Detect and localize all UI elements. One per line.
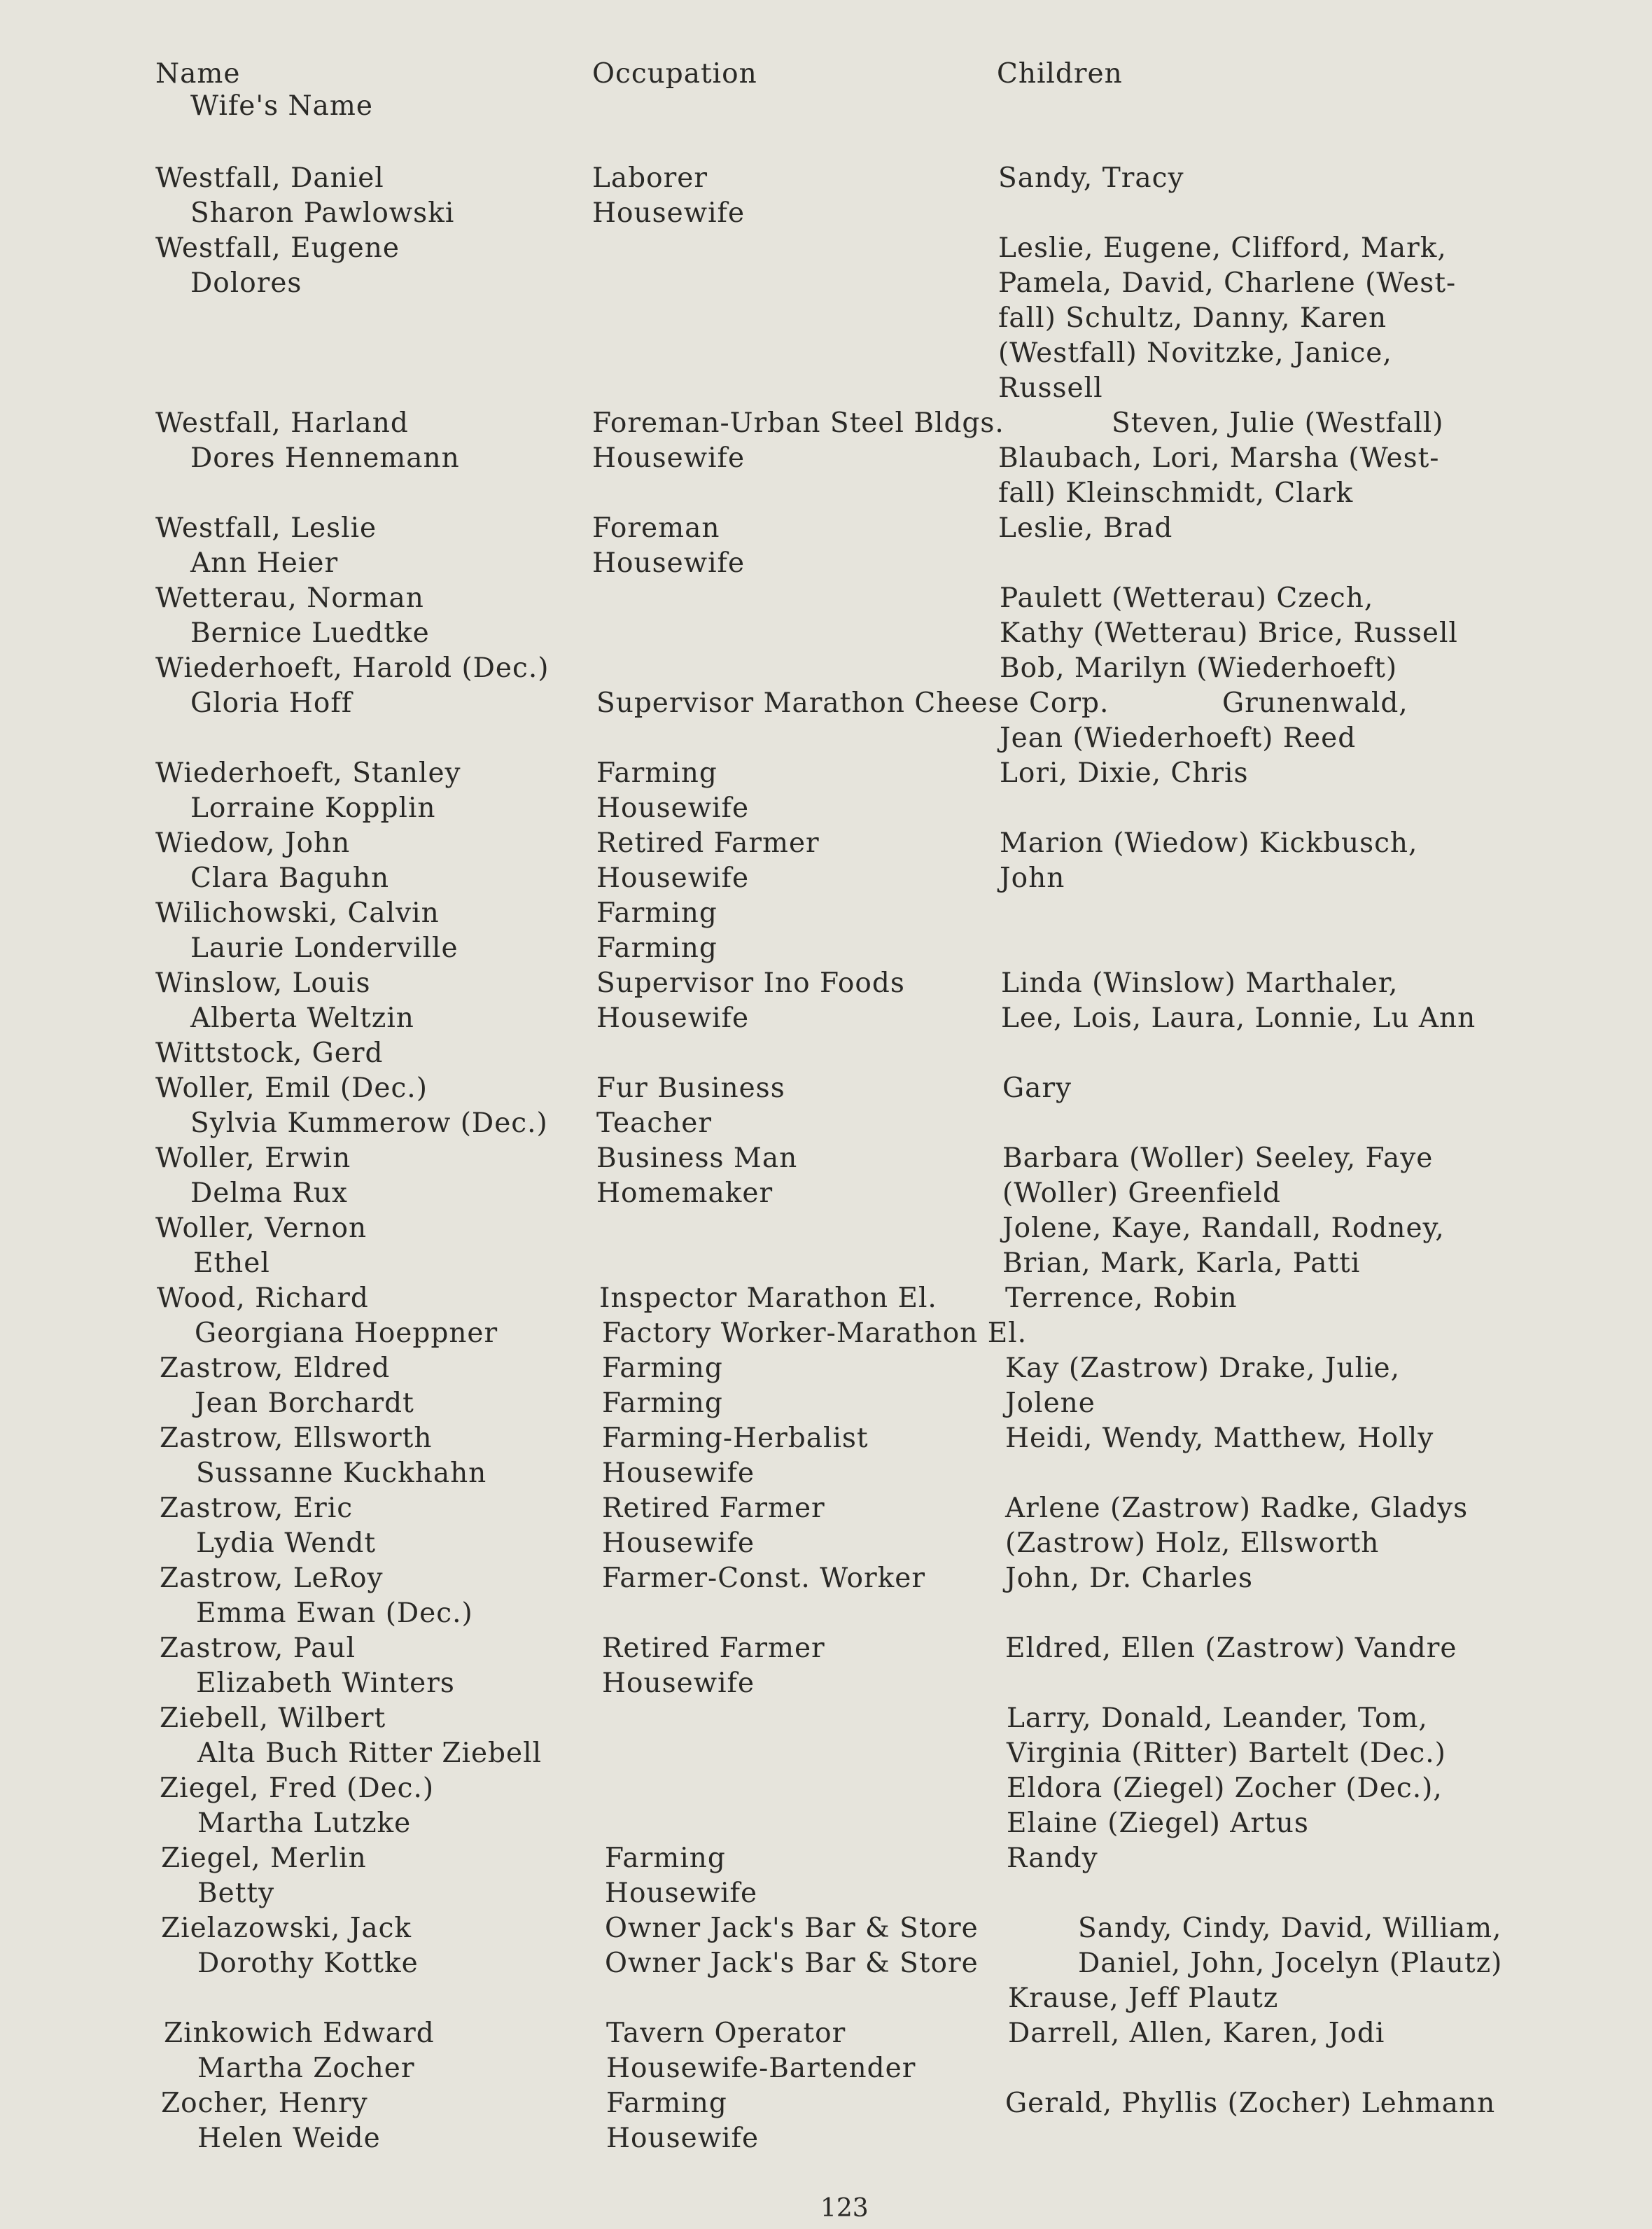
occupation-line: Farmer-Const. Worker <box>602 1563 926 1594</box>
children-line: Barbara (Woller) Seeley, Faye <box>1002 1143 1434 1174</box>
name-line: Zocher, Henry <box>161 2088 368 2119</box>
header-children: Children <box>997 58 1123 90</box>
name-line: Westfall, Harland <box>155 407 409 439</box>
occupation-line: Housewife <box>592 547 746 579</box>
name-line: Sharon Pawlowski <box>190 197 455 229</box>
children-line: Linda (Winslow) Marthaler, <box>1001 967 1399 999</box>
children-line: Gerald, Phyllis (Zocher) Lehmann <box>1005 2088 1496 2119</box>
occupation-line: Supervisor Ino Foods <box>596 967 905 999</box>
occupation-line: Tavern Operator <box>606 2018 846 2049</box>
occupation-line: Retired Farmer <box>596 827 820 859</box>
occupation-line: Housewife <box>592 197 746 229</box>
children-line: Heidi, Wendy, Matthew, Holly <box>1005 1423 1434 1454</box>
children-line: Jean (Wiederhoeft) Reed <box>1000 722 1357 754</box>
name-line: Ethel <box>193 1248 270 1279</box>
occupation-line: Fur Business <box>596 1072 785 1104</box>
children-line: Grunenwald, <box>1222 687 1408 719</box>
occupation-line: Business Man <box>596 1143 798 1174</box>
occupation-line: Housewife <box>602 1458 755 1489</box>
name-line: Betty <box>197 1878 275 1909</box>
name-line: Wood, Richard <box>157 1283 369 1314</box>
name-line: Zastrow, Paul <box>160 1633 356 1664</box>
children-line: Lori, Dixie, Chris <box>1000 757 1249 789</box>
page-number: 123 <box>820 2194 869 2223</box>
occupation-line: Inspector Marathon El. <box>599 1283 937 1314</box>
header-occupation: Occupation <box>592 58 757 90</box>
children-line: Eldred, Ellen (Zastrow) Vandre <box>1005 1633 1457 1664</box>
name-line: Woller, Emil (Dec.) <box>155 1072 428 1104</box>
name-line: Ann Heier <box>190 547 339 579</box>
name-line: Clara Baguhn <box>190 862 390 894</box>
children-line: Virginia (Ritter) Bartelt (Dec.) <box>1007 1738 1446 1769</box>
occupation-line: Teacher <box>596 1107 712 1139</box>
name-line: Dorothy Kottke <box>197 1948 419 1979</box>
name-line: Laurie Londerville <box>190 932 458 964</box>
occupation-line: Housewife <box>596 792 750 824</box>
name-line: Dolores <box>190 267 302 299</box>
name-line: Dores Hennemann <box>190 442 460 474</box>
occupation-line: Owner Jack's Bar & Store <box>605 1913 979 1944</box>
occupation-line: Homemaker <box>596 1178 774 1209</box>
name-line: Sylvia Kummerow (Dec.) <box>190 1107 548 1139</box>
name-line: Martha Zocher <box>197 2053 415 2084</box>
name-line: Winslow, Louis <box>155 967 371 999</box>
occupation-line: Retired Farmer <box>602 1633 825 1664</box>
children-line: (Woller) Greenfield <box>1002 1178 1281 1209</box>
children-line: Krause, Jeff Plautz <box>1008 1983 1279 2014</box>
children-line: Darrell, Allen, Karen, Jodi <box>1008 2018 1385 2049</box>
name-line: Ziegel, Fred (Dec.) <box>160 1773 435 1804</box>
name-line: Lydia Wendt <box>196 1528 377 1559</box>
children-line: Russell <box>998 372 1103 404</box>
children-line: Pamela, David, Charlene (West- <box>998 267 1457 299</box>
name-line: Alberta Weltzin <box>190 1002 414 1034</box>
children-line: Lee, Lois, Laura, Lonnie, Lu Ann <box>1001 1002 1476 1034</box>
occupation-line: Owner Jack's Bar & Store <box>605 1948 979 1979</box>
children-line: Leslie, Brad <box>998 512 1173 544</box>
name-line: Lorraine Kopplin <box>190 792 436 824</box>
name-line: Zastrow, Eldred <box>160 1353 391 1384</box>
occupation-line: Factory Worker-Marathon El. <box>602 1318 1028 1349</box>
name-line: Gloria Hoff <box>190 687 353 719</box>
name-line: Zastrow, Eric <box>160 1493 354 1524</box>
occupation-line: Housewife <box>606 2123 760 2154</box>
name-line: Wilichowski, Calvin <box>155 897 440 929</box>
name-line: Delma Rux <box>190 1178 348 1209</box>
children-line: (Zastrow) Holz, Ellsworth <box>1005 1528 1380 1559</box>
occupation-line: Housewife <box>592 442 746 474</box>
occupation-line: Housewife <box>596 862 750 894</box>
name-line: Helen Weide <box>197 2123 381 2154</box>
occupation-line: Farming <box>596 757 718 789</box>
occupation-line: Laborer <box>592 162 708 194</box>
children-line: Jolene <box>1005 1388 1096 1419</box>
occupation-line: Housewife-Bartender <box>606 2053 916 2084</box>
occupation-line: Housewife <box>602 1528 755 1559</box>
occupation-line: Foreman <box>592 512 720 544</box>
children-line: Paulett (Wetterau) Czech, <box>1000 582 1374 614</box>
header-wife-name: Wife's Name <box>190 90 373 122</box>
occupation-line: Housewife <box>605 1878 758 1909</box>
name-line: Woller, Vernon <box>155 1213 368 1244</box>
occupation-line: Farming <box>602 1353 723 1384</box>
name-line: Zastrow, LeRoy <box>160 1563 384 1594</box>
header-name: Name <box>155 58 241 90</box>
name-line: Alta Buch Ritter Ziebell <box>197 1738 542 1769</box>
occupation-line: Housewife <box>602 1668 755 1699</box>
children-line: Steven, Julie (Westfall) <box>1112 407 1444 439</box>
children-line: Leslie, Eugene, Clifford, Mark, <box>998 232 1447 264</box>
children-line: John <box>1000 862 1065 894</box>
name-line: Westfall, Eugene <box>155 232 400 264</box>
children-line: Daniel, John, Jocelyn (Plautz) <box>1078 1948 1503 1979</box>
children-line: Arlene (Zastrow) Radke, Gladys <box>1005 1493 1469 1524</box>
children-line: Blaubach, Lori, Marsha (West- <box>998 442 1440 474</box>
children-line: Larry, Donald, Leander, Tom, <box>1007 1703 1428 1734</box>
name-line: Wiederhoeft, Stanley <box>155 757 461 789</box>
name-line: Westfall, Leslie <box>155 512 377 544</box>
name-line: Zielazowski, Jack <box>161 1913 412 1944</box>
name-line: Elizabeth Winters <box>196 1668 455 1699</box>
occupation-line: Foreman-Urban Steel Bldgs. <box>592 407 1004 439</box>
children-line: Kathy (Wetterau) Brice, Russell <box>1000 617 1458 649</box>
name-line: Ziebell, Wilbert <box>160 1703 386 1734</box>
name-line: Wetterau, Norman <box>155 582 424 614</box>
name-line: Wittstock, Gerd <box>155 1037 384 1069</box>
occupation-line: Supervisor Marathon Cheese Corp. <box>596 687 1110 719</box>
name-line: Zastrow, Ellsworth <box>160 1423 433 1454</box>
children-line: John, Dr. Charles <box>1005 1563 1253 1594</box>
name-line: Woller, Erwin <box>155 1143 351 1174</box>
occupation-line: Farming <box>606 2088 727 2119</box>
occupation-line: Farming <box>596 897 718 929</box>
children-line: Gary <box>1002 1072 1072 1104</box>
children-line: Marion (Wiedow) Kickbusch, <box>1000 827 1418 859</box>
children-line: Randy <box>1007 1843 1098 1874</box>
children-line: fall) Kleinschmidt, Clark <box>998 477 1354 509</box>
occupation-line: Retired Farmer <box>602 1493 825 1524</box>
name-line: Sussanne Kuckhahn <box>196 1458 487 1489</box>
name-line: Georgiana Hoeppner <box>195 1318 498 1349</box>
children-line: Terrence, Robin <box>1005 1283 1238 1314</box>
occupation-line: Farming-Herbalist <box>602 1423 869 1454</box>
name-line: Ziegel, Merlin <box>161 1843 367 1874</box>
occupation-line: Farming <box>596 932 718 964</box>
children-line: Eldora (Ziegel) Zocher (Dec.), <box>1007 1773 1443 1804</box>
name-line: Westfall, Daniel <box>155 162 384 194</box>
occupation-line: Farming <box>602 1388 723 1419</box>
children-line: fall) Schultz, Danny, Karen <box>998 302 1387 334</box>
children-line: Kay (Zastrow) Drake, Julie, <box>1005 1353 1401 1384</box>
name-line: Zinkowich Edward <box>164 2018 435 2049</box>
name-line: Emma Ewan (Dec.) <box>196 1598 473 1629</box>
children-line: Sandy, Tracy <box>998 162 1184 194</box>
name-line: Martha Lutzke <box>197 1808 412 1839</box>
occupation-line: Housewife <box>596 1002 750 1034</box>
name-line: Wiedow, John <box>155 827 351 859</box>
children-line: Bob, Marilyn (Wiederhoeft) <box>1000 652 1398 684</box>
children-line: Brian, Mark, Karla, Patti <box>1002 1248 1361 1279</box>
name-line: Bernice Luedtke <box>190 617 430 649</box>
name-line: Jean Borchardt <box>195 1388 414 1419</box>
children-line: Jolene, Kaye, Randall, Rodney, <box>1002 1213 1445 1244</box>
children-line: (Westfall) Novitzke, Janice, <box>998 337 1392 369</box>
children-line: Elaine (Ziegel) Artus <box>1007 1808 1309 1839</box>
occupation-line: Farming <box>605 1843 726 1874</box>
children-line: Sandy, Cindy, David, William, <box>1078 1913 1502 1944</box>
name-line: Wiederhoeft, Harold (Dec.) <box>155 652 550 684</box>
